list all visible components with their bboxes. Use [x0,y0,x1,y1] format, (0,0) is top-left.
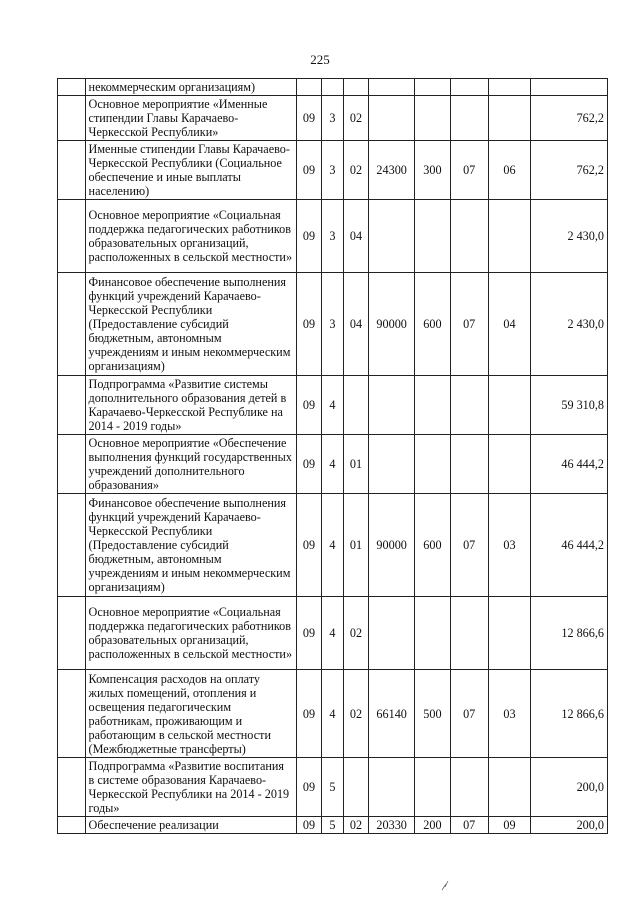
subsection-code-cell [488,376,531,435]
program-code-cell: 09 [296,141,322,200]
row-number-cell [58,79,86,96]
expense-type-cell: 600 [415,273,451,376]
table-row [58,96,608,141]
table-row [58,670,608,758]
subprogram-code-cell: 4 [322,435,343,494]
program-code-cell: 09 [296,670,322,758]
item-name-cell: Финансовое обеспечение выполнения функций учреждений Карачаево-Черкесской Республики (Предоставление субсидий бюджетным, автономным учреждениям и иным некоммерческим организациям) [85,273,296,376]
direction-code-cell [369,79,415,96]
row-number-cell [58,141,86,200]
row-number-cell [58,494,86,597]
row-number-cell [58,817,86,834]
subprogram-code-cell: 5 [322,758,343,817]
table-row [58,273,608,376]
subprogram-code-cell: 5 [322,817,343,834]
subsection-code-cell: 03 [488,494,531,597]
direction-code-cell: 24300 [369,141,415,200]
amount-cell: 200,0 [531,758,608,817]
amount-cell: 762,2 [531,141,608,200]
measure-code-cell: 02 [343,670,369,758]
amount-cell: 59 310,8 [531,376,608,435]
amount-cell: 46 444,2 [531,494,608,597]
page-number: 225 [310,52,330,67]
subsection-code-cell [488,79,531,96]
subprogram-code-cell: 3 [322,141,343,200]
measure-code-cell: 01 [343,435,369,494]
subsection-code-cell [488,597,531,670]
section-code-cell [450,435,488,494]
subprogram-code-cell: 4 [322,494,343,597]
direction-code-cell: 90000 [369,273,415,376]
program-code-cell: 09 [296,376,322,435]
item-name-cell: Подпрограмма «Развитие системы дополнительного образования детей в Карачаево-Черкесской Республике на 2014 - 2019 годы» [85,376,296,435]
item-name-cell: Основное мероприятие «Социальная поддержка педагогических работников образовательных организаций, расположенных в сельской местности» [85,200,296,273]
subsection-code-cell: 03 [488,670,531,758]
subsection-code-cell [488,435,531,494]
program-code-cell: 09 [296,758,322,817]
direction-code-cell [369,200,415,273]
row-number-cell [58,376,86,435]
table-row [58,597,608,670]
program-code-cell: 09 [296,200,322,273]
expense-type-cell [415,376,451,435]
expense-type-cell: 300 [415,141,451,200]
amount-cell: 2 430,0 [531,273,608,376]
amount-cell: 762,2 [531,96,608,141]
item-name-cell: Подпрограмма «Развитие воспитания в системе образования Карачаево-Черкесской Республики на 2014 - 2019 годы» [85,758,296,817]
measure-code-cell [343,376,369,435]
item-name-cell: Обеспечение реализации [85,817,296,834]
direction-code-cell: 90000 [369,494,415,597]
direction-code-cell [369,435,415,494]
section-code-cell: 07 [450,141,488,200]
expense-type-cell [415,758,451,817]
program-code-cell: 09 [296,597,322,670]
subprogram-code-cell: 3 [322,200,343,273]
section-code-cell [450,200,488,273]
row-number-cell [58,435,86,494]
section-code-cell [450,79,488,96]
measure-code-cell: 04 [343,273,369,376]
expense-type-cell [415,435,451,494]
measure-code-cell: 01 [343,494,369,597]
item-name-cell: Именные стипендии Главы Карачаево-Черкесской Республики (Социальное обеспечение и иные выплаты населению) [85,141,296,200]
table-row [58,200,608,273]
section-code-cell [450,96,488,141]
program-code-cell: 09 [296,96,322,141]
direction-code-cell [369,758,415,817]
subsection-code-cell [488,200,531,273]
subprogram-code-cell [322,79,343,96]
table-row [58,817,608,834]
item-name-cell: Основное мероприятие «Обеспечение выполнения функций государственных учреждений дополнительного образования» [85,435,296,494]
subsection-code-cell [488,96,531,141]
row-number-cell [58,273,86,376]
expense-type-cell [415,96,451,141]
subsection-code-cell: 04 [488,273,531,376]
subprogram-code-cell: 3 [322,273,343,376]
program-code-cell: 09 [296,273,322,376]
subprogram-code-cell: 4 [322,376,343,435]
item-name-cell: Компенсация расходов на оплату жилых помещений, отопления и освещения педагогическим работникам, проживающим и работающим в сельской местности (Межбюджетные трансферты) [85,670,296,758]
row-number-cell [58,200,86,273]
budget-table [57,78,608,834]
program-code-cell [296,79,322,96]
subprogram-code-cell: 3 [322,96,343,141]
table-row [58,435,608,494]
section-code-cell [450,597,488,670]
measure-code-cell: 04 [343,200,369,273]
expense-type-cell: 500 [415,670,451,758]
subprogram-code-cell: 4 [322,597,343,670]
row-number-cell [58,758,86,817]
subsection-code-cell [488,758,531,817]
direction-code-cell: 20330 [369,817,415,834]
amount-cell: 46 444,2 [531,435,608,494]
amount-cell: 12 866,6 [531,597,608,670]
section-code-cell: 07 [450,817,488,834]
table-row [58,494,608,597]
amount-cell: 200,0 [531,817,608,834]
table-row [58,758,608,817]
program-code-cell: 09 [296,494,322,597]
table-row [58,79,608,96]
subprogram-code-cell: 4 [322,670,343,758]
item-name-cell: Финансовое обеспечение выполнения функций учреждений Карачаево-Черкесской Республики (Предоставление субсидий бюджетным, автономным учреждениям и иным некоммерческим организациям) [85,494,296,597]
expense-type-cell [415,200,451,273]
amount-cell [531,79,608,96]
measure-code-cell [343,79,369,96]
amount-cell: 12 866,6 [531,670,608,758]
section-code-cell: 07 [450,494,488,597]
subsection-code-cell: 06 [488,141,531,200]
direction-code-cell [369,376,415,435]
direction-code-cell [369,597,415,670]
subsection-code-cell: 09 [488,817,531,834]
scan-mark [440,878,450,892]
measure-code-cell: 02 [343,141,369,200]
section-code-cell: 07 [450,670,488,758]
amount-cell: 2 430,0 [531,200,608,273]
expense-type-cell [415,597,451,670]
section-code-cell [450,376,488,435]
measure-code-cell: 02 [343,817,369,834]
expense-type-cell: 600 [415,494,451,597]
table-row [58,141,608,200]
measure-code-cell: 02 [343,96,369,141]
direction-code-cell: 66140 [369,670,415,758]
item-name-cell: Основное мероприятие «Именные стипендии Главы Карачаево-Черкесской Республики» [85,96,296,141]
direction-code-cell [369,96,415,141]
expense-type-cell [415,79,451,96]
expense-type-cell: 200 [415,817,451,834]
row-number-cell [58,597,86,670]
table-row [58,376,608,435]
budget-table-body [58,79,608,834]
section-code-cell: 07 [450,273,488,376]
program-code-cell: 09 [296,435,322,494]
row-number-cell [58,96,86,141]
section-code-cell [450,758,488,817]
item-name-cell: некоммерческим организациям) [85,79,296,96]
measure-code-cell [343,758,369,817]
program-code-cell: 09 [296,817,322,834]
row-number-cell [58,670,86,758]
measure-code-cell: 02 [343,597,369,670]
item-name-cell: Основное мероприятие «Социальная поддержка педагогических работников образовательных организаций, расположенных в сельской местности» [85,597,296,670]
